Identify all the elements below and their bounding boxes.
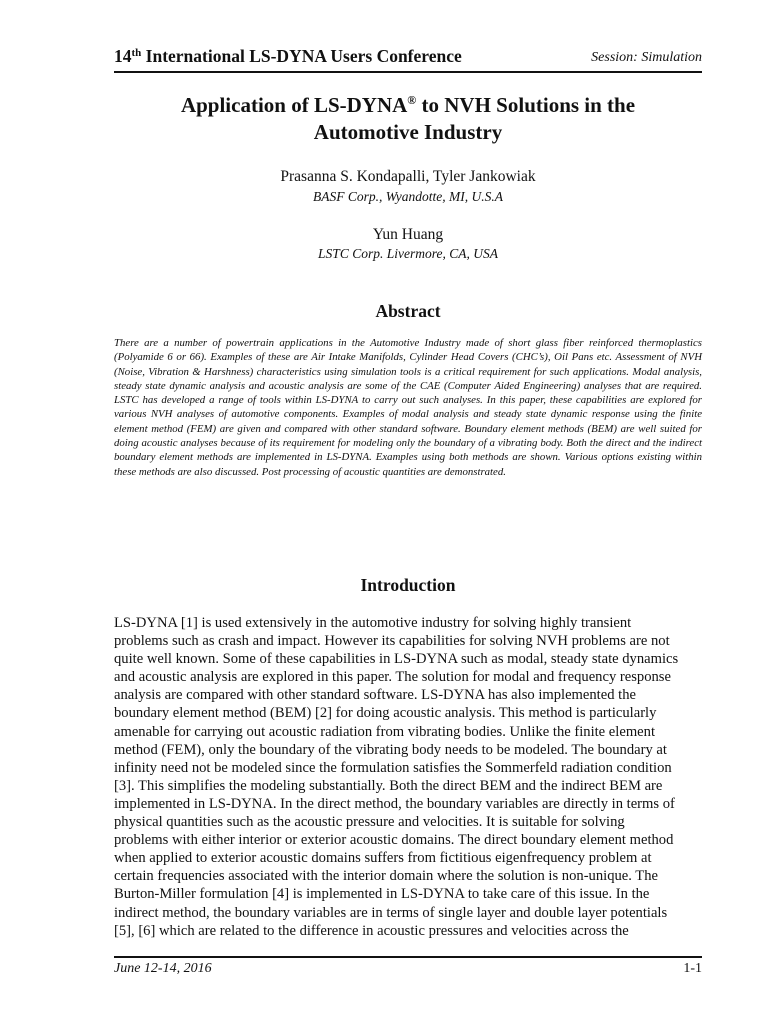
conference-title: [114, 46, 462, 67]
intro-line: problems with either interior or exterior acoustic domains. The direct boundary element method: [114, 832, 674, 849]
introduction-body: [114, 614, 702, 940]
author-names: Prasanna S. Kondapalli, Tyler Jankowiak: [280, 168, 536, 185]
title-part-2: to NVH Solutions in the: [416, 93, 636, 117]
intro-line: implemented in LS-DYNA. In the direct method, the boundary variables are directly in terms of: [114, 795, 675, 812]
intro-line: when applied to exterior acoustic domains suffers from fictitious eigenfrequency problem at: [114, 850, 652, 867]
abstract-text: There are a number of powertrain applications in the Automotive Industry made of short glass fiber reinforced thermoplastics (Polyamide 6 or 66). Examples of these are Air Intake Manifolds, Cylinder Head Covers (CHC’s), Oil Pans etc. Assessment of NVH (Noise, Vibration & Harshness) characteristics using simulation tools is a critical requirement for such applications. Modal analysis, steady state dynamic analysis and acoustic analysis are some of the CAE (Computer Aided Engineering) analyses that are required. LSTC has developed a range of tools within LS-DYNA to carry out such analyses. In this paper, these capabilities are explored for various NVH analyses of automotive components. Examples of modal analysis and steady state dynamic response using the finite element method (FEM) are given and compared with other standard software. Boundary element methods (BEM) are well suited for doing acoustic analyses because of its requirement for modeling only the boundary of a vibrating body. Both the direct and the indirect boundary element methods are implemented in LS-DYNA. Examples using both methods are shown. Various options existing within these methods are also discussed. Post processing of acoustic quantities are demonstrated.: [114, 337, 702, 478]
session-label: Session: Simulation: [591, 50, 702, 65]
intro-line: Burton-Miller formulation [4] is implemented in LS-DYNA to take care of this issue. In the: [114, 886, 650, 903]
title-line-2: Automotive Industry: [313, 120, 503, 144]
footer-date: June 12-14, 2016: [114, 961, 212, 976]
intro-line: method (FEM), only the boundary of the vibrating body needs to be modeled. The boundary at: [114, 741, 667, 758]
page-number: 1-1: [683, 961, 702, 976]
running-header: [114, 44, 702, 70]
introduction-heading: Introduction: [360, 575, 456, 595]
author-names: Yun Huang: [372, 226, 444, 243]
intro-line: quite well known. Some of these capabilities in LS-DYNA such as modal, steady state dynamics: [114, 651, 679, 668]
conference-number: 14: [114, 46, 132, 66]
intro-line: indirect method, the boundary variables are in terms of single layer and double layer potentials: [114, 904, 668, 921]
intro-line: [3]. This simplifies the modeling substantially. Both the direct BEM and the indirect BEM are: [114, 777, 663, 794]
intro-line: amenable for carrying out acoustic radiation from vibrating bodies. Unlike the finite element: [114, 723, 656, 740]
footer-divider: [114, 956, 702, 958]
author-affiliation: BASF Corp., Wyandotte, MI, U.S.A: [313, 189, 503, 204]
abstract-heading: Abstract: [375, 301, 441, 321]
intro-line: infinity need not be modeled since the formulation satisfies the Sommerfeld radiation condition: [114, 759, 672, 776]
intro-line: boundary element method (BEM) [2] for doing acoustic analysis. This method is particularly: [114, 705, 657, 722]
conference-name: International LS-DYNA Users Conference: [141, 46, 462, 66]
intro-line: problems such as crash and impact. However its capabilities for solving NVH problems are not: [114, 633, 670, 650]
registered-mark: ®: [407, 93, 417, 107]
conference-suffix: th: [131, 47, 142, 59]
intro-line: physical quantities such as the acoustic pressure and velocities. It is suitable for solving: [114, 814, 625, 831]
author-affiliation: LSTC Corp. Livermore, CA, USA: [318, 246, 498, 261]
intro-line: certain frequencies associated with the interior domain where the solution is non-unique. The: [114, 868, 658, 885]
title-part-1: Application of LS-DYNA: [180, 93, 408, 117]
paper-title: [114, 92, 702, 146]
intro-line: LS-DYNA [1] is used extensively in the automotive industry for solving highly transient: [114, 615, 632, 631]
header-divider: [114, 71, 702, 73]
intro-line: [5], [6] which are related to the difference in acoustic pressures and velocities across the: [114, 922, 629, 939]
intro-line: and acoustic analysis are explored in this paper. The solution for modal and frequency response: [114, 669, 671, 686]
intro-line: analysis are compared with other standard software. LS-DYNA has also implemented the: [114, 687, 636, 704]
